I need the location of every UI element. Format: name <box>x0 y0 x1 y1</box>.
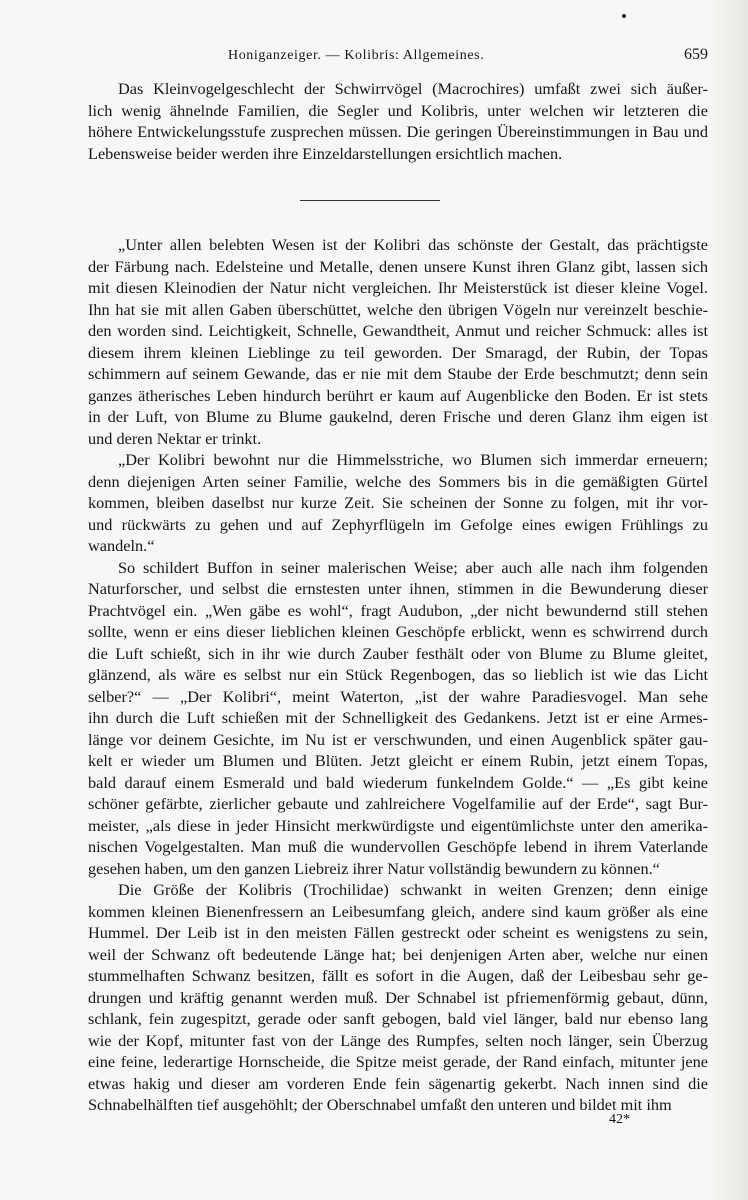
text-line: höhere Entwickelungsstufe zusprechen müssen. Die geringen Übereinstimmungen in Bau und <box>88 122 708 141</box>
text-line: gesehen haben, um den ganzen Liebreiz ihrer Natur vollständig bewundern zu können.“ <box>88 858 660 878</box>
text-line: kommen kleinen Bienenfressern an Leibesumfang gleich, andere sind kaum größer als eine <box>88 901 708 921</box>
text-line: schöner gefärbte, zierlicher gebaute und zahlreichere Vogelfamilie auf der Erde“, sagt Bur- <box>88 794 708 813</box>
paragraph <box>88 879 708 1116</box>
speck <box>622 14 626 18</box>
text-line: ganzes ätherisches Leben hindurch berührt er kaum auf Augenblicke den Boden. Er ist stets <box>88 385 708 405</box>
section-divider <box>300 200 440 201</box>
text-line: „Der Kolibri bewohnt nur die Himmelsstriche, wo Blumen sich immerdar erneuern; <box>118 450 708 469</box>
text-line: und rückwärts zu gehen und auf Zephyrflügeln im Gefolge eines ewigen Frühlings zu <box>88 514 708 534</box>
text-line: „Unter allen belebten Wesen ist der Kolibri das schönste der Gestalt, das prächtigste <box>118 235 708 254</box>
text-line: nischen Vogelgestalten. Man muß die wundervollen Geschöpfe lebend in ihrem Vaterlande <box>88 837 708 856</box>
text-line: Lebensweise beider werden ihre Einzeldarstellungen ersichtlich machen. <box>88 143 563 163</box>
text-line: wie der Kopf, mitunter fast von der Länge des Rumpfes, selten noch länger, sein Überzug <box>88 1030 708 1050</box>
main-text <box>88 234 708 1116</box>
text-line: schimmern auf seinem Gewande, das er nie mit dem Staube der Erde beschmutzt; denn sein <box>88 364 708 383</box>
text-line: in der Luft, von Blume zu Blume gaukelnd, deren Frische und deren Glanz ihm eigen ist <box>88 407 708 426</box>
text-line: länge vor deinem Gesichte, im Nu ist er verschwunden, und einen Augenblick später gau- <box>88 729 708 749</box>
signature-mark: 42* <box>609 1112 630 1127</box>
text-line: mit diesen Kleinodien der Natur nicht vergleichen. Ihr Meisterstück ist dieser kleine Vogel. <box>88 278 708 297</box>
page-number: 659 <box>684 46 708 63</box>
text-line: drungen und kräftig genannt werden muß. Der Schnabel ist pfriemenförmig gebaut, dünn, <box>88 987 708 1007</box>
running-title: Honiganzeiger. — Kolibris: Allgemeines. <box>228 48 485 63</box>
text-line: sollte, wenn er eins dieser lieblichen kleinen Geschöpfe erblickt, wenn es schwirrend durch <box>88 622 708 641</box>
intro-paragraph <box>88 78 708 164</box>
text-line: So schildert Buffon in seiner malerischen Weise; aber auch alle nach ihm folgenden <box>118 557 708 577</box>
text-line: Ihn hat sie mit allen Gaben überschüttet, welche den übrigen Vögeln nur vereinzelt beschie- <box>88 299 708 319</box>
paragraph <box>88 557 708 880</box>
text-line: der Färbung nach. Edelsteine und Metalle, denen unsere Kunst ihren Glanz gibt, lassen sich <box>88 256 708 276</box>
paragraph <box>88 449 708 557</box>
text-line: Das Kleinvogelgeschlecht der Schwirrvögel (Macrochires) umfaßt zwei sich äußer- <box>118 79 708 98</box>
text-line: ihn durch die Luft schießen mit der Schnelligkeit des Gedankens. Jetzt ist er eine Armes- <box>88 708 708 727</box>
page-edge-shadow <box>708 0 748 1200</box>
text-line: Prachtvögel ein. „Wen gäbe es wohl“, fragt Audubon, „der nicht bewundernd still stehen <box>88 600 708 620</box>
text-line: weil der Schwanz oft bedeutende Länge hat; bei denjenigen Arten aber, welche nur einen <box>88 944 708 964</box>
text-line: bald darauf einem Esmerald und bald wiederum funkelndem Golde.“ — „Es gibt keine <box>88 772 708 792</box>
text-line: denn diejenigen Arten seiner Familie, welche des Sommers bis in die gemäßigten Gürtel <box>88 471 708 491</box>
text-line: eine feine, lederartige Hornscheide, die Spitze meist gerade, der Rand einfach, mitunter jene <box>88 1052 708 1071</box>
text-line: etwas hakig und dieser am vorderen Ende fein sägenartig gekerbt. Nach innen sind die <box>88 1073 708 1093</box>
text-line: kommen, bleiben daselbst nur kurze Zeit. Sie scheinen der Sonne zu folgen, mit ihr vor- <box>88 493 708 512</box>
text-line: die Luft schießt, sich in ihr wie durch Zauber festhält oder von Blume zu Blume gleitet, <box>88 643 708 663</box>
text-line: diesem ihrem kleinen Lieblinge zu teil geworden. Der Smaragd, der Rubin, der Topas <box>88 342 708 362</box>
text-line: lich wenig ähnelnde Familien, die Segler und Kolibris, unter welchen wir letzteren die <box>88 100 708 120</box>
text-line: und deren Nektar er trinkt. <box>88 428 262 448</box>
text-line: wandeln.“ <box>88 536 155 555</box>
text-line: glänzend, als wäre es selbst nur ein Stück Regenbogen, das so lieblich ist wie das Licht <box>88 665 708 684</box>
text-line: meister, „als diese in jeder Hinsicht merkwürdigste und eigentümlichste unter den amerika- <box>88 815 708 835</box>
text-line: stummelhaften Schwanz besitzen, fällt es sofort in die Augen, daß der Leibesbau sehr ge- <box>88 966 708 985</box>
text-line: selber?“ — „Der Kolibri“, meint Waterton, „ist der wahre Paradiesvogel. Man sehe <box>88 686 708 706</box>
text-line: den worden sind. Leichtigkeit, Schnelle, Gewandtheit, Anmut und reicher Schmuck: alles ist <box>88 321 708 340</box>
text-line: Die Größe der Kolibris (Trochilidae) schwankt in weiten Grenzen; denn einige <box>118 880 708 899</box>
text-line: Naturforscher, und selbst die ernstesten unter ihnen, stimmen in die Bewunderung dieser <box>88 579 708 598</box>
text-line: Hummel. Der Leib ist in den meisten Fällen gestreckt oder scheint es wenigstens zu sein, <box>88 923 708 942</box>
text-line: schlank, fein zugespitzt, gerade oder sanft gebogen, bald viel länger, bald nur ebenso lang <box>88 1009 708 1028</box>
paragraph <box>88 234 708 449</box>
text-line: Schnabelhälften tief ausgehöhlt; der Oberschnabel umfaßt den unteren und bildet mit ihm <box>88 1095 672 1114</box>
running-header <box>88 46 708 68</box>
text-line: kelt er wieder um Blumen und Blüten. Jetzt gleicht er einem Rubin, jetzt einem Topas, <box>88 751 708 770</box>
